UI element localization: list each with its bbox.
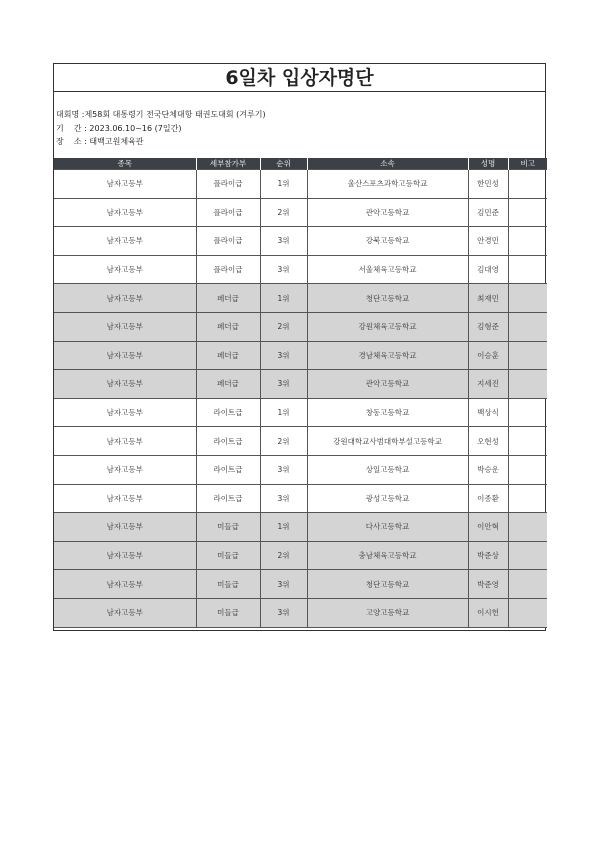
cell-name: 김형준: [468, 312, 508, 341]
event-info: [56, 110, 266, 120]
table-row: [54, 513, 547, 542]
table-row: [54, 170, 547, 199]
table-row: [54, 427, 547, 456]
cell-team: 광성고등학교: [307, 484, 468, 513]
cell-team: 울산스포츠과학고등학교: [307, 170, 468, 199]
cell-team: 강원체육고등학교: [307, 312, 468, 341]
cell-team: 서울체육고등학교: [307, 255, 468, 284]
header-rank: 순위: [260, 158, 307, 170]
cell-name: 안경민: [468, 227, 508, 256]
cell-note: [508, 598, 547, 627]
cell-note: [508, 455, 547, 484]
cell-division: 페더급: [196, 284, 260, 313]
cell-rank: 2위: [260, 312, 307, 341]
event-value: 제58회 대통령기 전국단체대항 태권도대회 (겨루기): [84, 110, 266, 119]
table-row: [54, 198, 547, 227]
header-division: 세부참가부: [196, 158, 260, 170]
cell-rank: 3위: [260, 227, 307, 256]
cell-division: 플라이급: [196, 170, 260, 199]
cell-note: [508, 398, 547, 427]
cell-category: 남자고등부: [54, 341, 196, 370]
cell-name: 이시헌: [468, 598, 508, 627]
table-row: [54, 284, 547, 313]
table-row: [54, 341, 547, 370]
cell-category: 남자고등부: [54, 541, 196, 570]
cell-category: 남자고등부: [54, 198, 196, 227]
cell-rank: 1위: [260, 284, 307, 313]
cell-rank: 1위: [260, 170, 307, 199]
cell-team: 강원대학교사범대학부설고등학교: [307, 427, 468, 456]
results-table: [54, 158, 547, 628]
cell-division: 페더급: [196, 370, 260, 399]
table-row: [54, 541, 547, 570]
cell-division: 미들급: [196, 598, 260, 627]
table-row: [54, 398, 547, 427]
cell-note: [508, 570, 547, 599]
cell-division: 라이트급: [196, 398, 260, 427]
event-label: 대회명 :: [56, 110, 85, 119]
cell-team: 청단고등학교: [307, 570, 468, 599]
cell-rank: 3위: [260, 455, 307, 484]
cell-rank: 2위: [260, 541, 307, 570]
cell-note: [508, 255, 547, 284]
cell-team: 고양고등학교: [307, 598, 468, 627]
table-row: [54, 570, 547, 599]
cell-note: [508, 541, 547, 570]
cell-division: 플라이급: [196, 255, 260, 284]
cell-rank: 1위: [260, 398, 307, 427]
cell-division: 미들급: [196, 570, 260, 599]
cell-division: 미들급: [196, 513, 260, 542]
cell-category: 남자고등부: [54, 427, 196, 456]
cell-division: 미들급: [196, 541, 260, 570]
cell-name: 최재민: [468, 284, 508, 313]
cell-category: 남자고등부: [54, 598, 196, 627]
cell-team: 다사고등학교: [307, 513, 468, 542]
cell-category: 남자고등부: [54, 455, 196, 484]
cell-name: 이안혁: [468, 513, 508, 542]
cell-category: 남자고등부: [54, 484, 196, 513]
cell-division: 플라이급: [196, 198, 260, 227]
cell-category: 남자고등부: [54, 227, 196, 256]
cell-rank: 2위: [260, 198, 307, 227]
table-row: [54, 255, 547, 284]
cell-note: [508, 312, 547, 341]
header-category: 종목: [54, 158, 196, 170]
cell-note: [508, 513, 547, 542]
cell-team: 청단고등학교: [307, 284, 468, 313]
cell-name: 박승운: [468, 455, 508, 484]
cell-note: [508, 284, 547, 313]
cell-rank: 2위: [260, 427, 307, 456]
cell-team: 상일고등학교: [307, 455, 468, 484]
header-note: 비고: [508, 158, 547, 170]
header-name: 성명: [468, 158, 508, 170]
cell-note: [508, 341, 547, 370]
cell-category: 남자고등부: [54, 284, 196, 313]
table-row: [54, 312, 547, 341]
cell-note: [508, 198, 547, 227]
cell-team: 창동고등학교: [307, 398, 468, 427]
cell-note: [508, 484, 547, 513]
period-value: 2023.06.10~16 (7일간): [89, 124, 182, 133]
cell-category: 남자고등부: [54, 570, 196, 599]
cell-note: [508, 427, 547, 456]
cell-name: 지세진: [468, 370, 508, 399]
cell-category: 남자고등부: [54, 255, 196, 284]
cell-category: 남자고등부: [54, 398, 196, 427]
cell-division: 페더급: [196, 341, 260, 370]
cell-team: 관악고등학교: [307, 198, 468, 227]
table-header-row: [54, 158, 547, 170]
cell-note: [508, 227, 547, 256]
cell-team: 강북고등학교: [307, 227, 468, 256]
cell-division: 플라이급: [196, 227, 260, 256]
cell-rank: 3위: [260, 484, 307, 513]
period-info: [56, 124, 181, 134]
cell-name: 김대영: [468, 255, 508, 284]
cell-rank: 1위: [260, 513, 307, 542]
cell-name: 박준영: [468, 570, 508, 599]
cell-rank: 3위: [260, 598, 307, 627]
cell-division: 라이트급: [196, 484, 260, 513]
header-team: 소속: [307, 158, 468, 170]
cell-name: 김민준: [468, 198, 508, 227]
cell-rank: 3위: [260, 570, 307, 599]
cell-rank: 3위: [260, 341, 307, 370]
venue-info: [56, 137, 144, 147]
cell-category: 남자고등부: [54, 170, 196, 199]
cell-division: 페더급: [196, 312, 260, 341]
venue-label: 장 소 :: [56, 137, 90, 146]
cell-name: 박준상: [468, 541, 508, 570]
cell-note: [508, 170, 547, 199]
cell-division: 라이트급: [196, 455, 260, 484]
table-row: [54, 370, 547, 399]
cell-rank: 3위: [260, 255, 307, 284]
table-row: [54, 484, 547, 513]
cell-rank: 3위: [260, 370, 307, 399]
cell-name: 백상식: [468, 398, 508, 427]
table-row: [54, 598, 547, 627]
results-sheet: [53, 63, 546, 631]
cell-category: 남자고등부: [54, 513, 196, 542]
cell-name: 이승훈: [468, 341, 508, 370]
cell-team: 경남체육고등학교: [307, 341, 468, 370]
venue-value: 태백고원체육관: [89, 137, 144, 146]
period-label: 기 간 :: [56, 124, 90, 133]
cell-division: 라이트급: [196, 427, 260, 456]
page-title: 6일차 입상자명단: [54, 64, 545, 92]
cell-name: 한민성: [468, 170, 508, 199]
cell-note: [508, 370, 547, 399]
table-row: [54, 455, 547, 484]
cell-name: 이종환: [468, 484, 508, 513]
cell-category: 남자고등부: [54, 312, 196, 341]
cell-category: 남자고등부: [54, 370, 196, 399]
cell-name: 오현성: [468, 427, 508, 456]
cell-team: 충남체육고등학교: [307, 541, 468, 570]
cell-team: 관악고등학교: [307, 370, 468, 399]
table-row: [54, 227, 547, 256]
